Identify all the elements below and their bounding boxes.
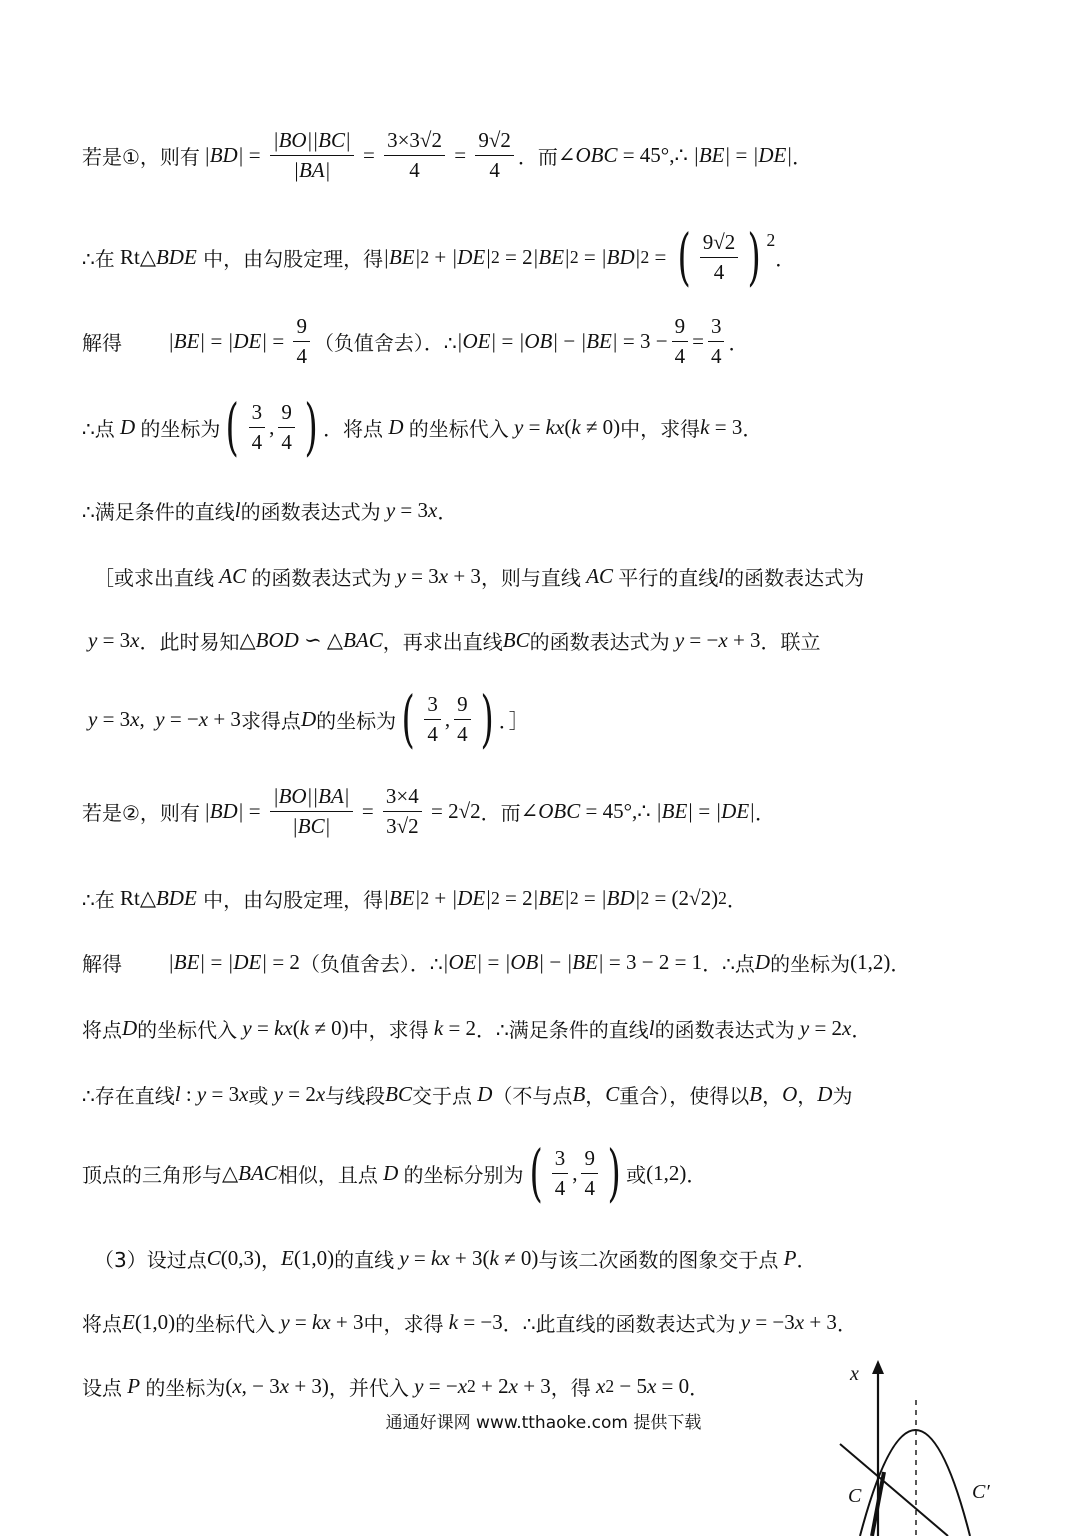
solution-line-11: 解得 |BE| = |DE| = 2 （负值舍去）．∴ |OE| = |OB| − |BE| = 3 − 2 = 1 ．∴点 D 的坐标为 (1,2) ． [82, 950, 911, 976]
solution-line-6: ［或求出直线 AC 的函数表达式为 y = 3 x + 3 ，则与直线 AC 平行的直线 l 的函数表达式为 [94, 564, 865, 590]
solution-line-7: y = 3 x ．此时易知 △ BOD ∽ △ BAC ，再求出直线 BC 的函数表达式为 y = − x + 3 ．联立 [88, 628, 821, 654]
solution-line-3: 解得 |BE| = |DE| = $\frac{9}{4}$ （负值舍去）．∴ |OE| = |OB| − |BE| = 3 − $\frac{9}{4}$ = $\frac{3}{4}$ ． [82, 314, 749, 368]
solution-line-15: （3）设过点 C (0,3) ， E (1,0) 的直线 y = kx + 3( k ≠ 0) 与该二次函数的图象交于点 P ． [94, 1246, 817, 1272]
solution-line-5: ∴满足条件的直线 l 的函数表达式为 y = 3 x ． [82, 498, 458, 524]
solution-line-17: 设点 P 的坐标为 ( x , − 3 x + 3) ，并代入 y = − x 2 + 2 x + 3 ，得 x 2 − 5 x = 0 ． [82, 1374, 710, 1400]
solution-line-14: 顶点的三角形与 △ BAC 相似，且点 D 的坐标分别为 ( $\frac{3}{4}$ , $\frac{9}{4}$ ) 或 (1,2) ． [82, 1136, 707, 1209]
solution-line-10: ∴在 Rt△ BDE 中，由勾股定理，得 |BE| 2 + |DE| 2 = 2 |BE| 2 = |BD| 2 = (2√2) 2 ． [82, 886, 747, 912]
solution-line-4: ∴点 D 的坐标为 ( $\frac{3}{4}$ , $\frac{9}{4}$ ) ．将点 D 的坐标代入 y = kx ( k ≠ 0) 中，求得 k = 3 ． [82, 390, 763, 463]
point-label-c: C [848, 1485, 862, 1507]
axis-label-x: x [850, 1363, 859, 1385]
page-footer: 通通好课网 www.tthaoke.com 提供下载 [385, 1413, 702, 1433]
solution-line-1: 若是①，则有 |BD| = $\frac{|BO||BC|}{|BA|}$ = $\frac{3\times 3√2}{4}$ = $\frac{9√2}{4}$ ．而 ∠ OBC = 45°,∴ |BE| = |DE| ． [82, 128, 813, 182]
solution-line-16: 将点 E (1,0) 的坐标代入 y = kx + 3 中，求得 k = −3 ．∴此直线的函数表达式为 y = −3 x + 3 ． [82, 1310, 857, 1336]
solution-line-8: y = 3 x , y = − x + 3 求得点 D 的坐标为 ( $\frac{3}{4}$ , $\frac{9}{4}$ ) ．］ [88, 682, 529, 755]
solution-line-9: 若是②，则有 |BD| = $\frac{|BO||BA|}{|BC|}$ = $\frac{3\times 4}{3√2}$ = 2√2 ．而 ∠ OBC = 45°,∴ |BE| = |DE| ． [82, 784, 775, 838]
solution-line-2: ∴在 Rt△ BDE 中，由勾股定理，得 |BE| 2 + |DE| 2 = 2 |BE| 2 = |BD| 2 = ( $\frac{9√2}{4}$ ) $^2$ ． [82, 220, 796, 293]
point-label-c-prime: C′ [972, 1481, 990, 1503]
axis-arrow-icon [872, 1360, 884, 1374]
fraction-bo-bc-over-ba: $\frac{|BO||BC|}{|BA|}$ [270, 128, 354, 183]
case-one-prefix: 若是①，则有 [82, 145, 200, 169]
solution-line-13: ∴存在直线 l : y = 3 x 或 y = 2 x 与线段 BC 交于点 D （不与点 B ， C 重合），使得以 B ， O ， D 为 [82, 1082, 853, 1108]
parabola-graph [820, 1352, 1080, 1536]
solution-line-12: 将点 D 的坐标代入 y = kx ( k ≠ 0) 中，求得 k = 2 ．∴满足条件的直线 l 的函数表达式为 y = 2 x ． [82, 1016, 872, 1042]
